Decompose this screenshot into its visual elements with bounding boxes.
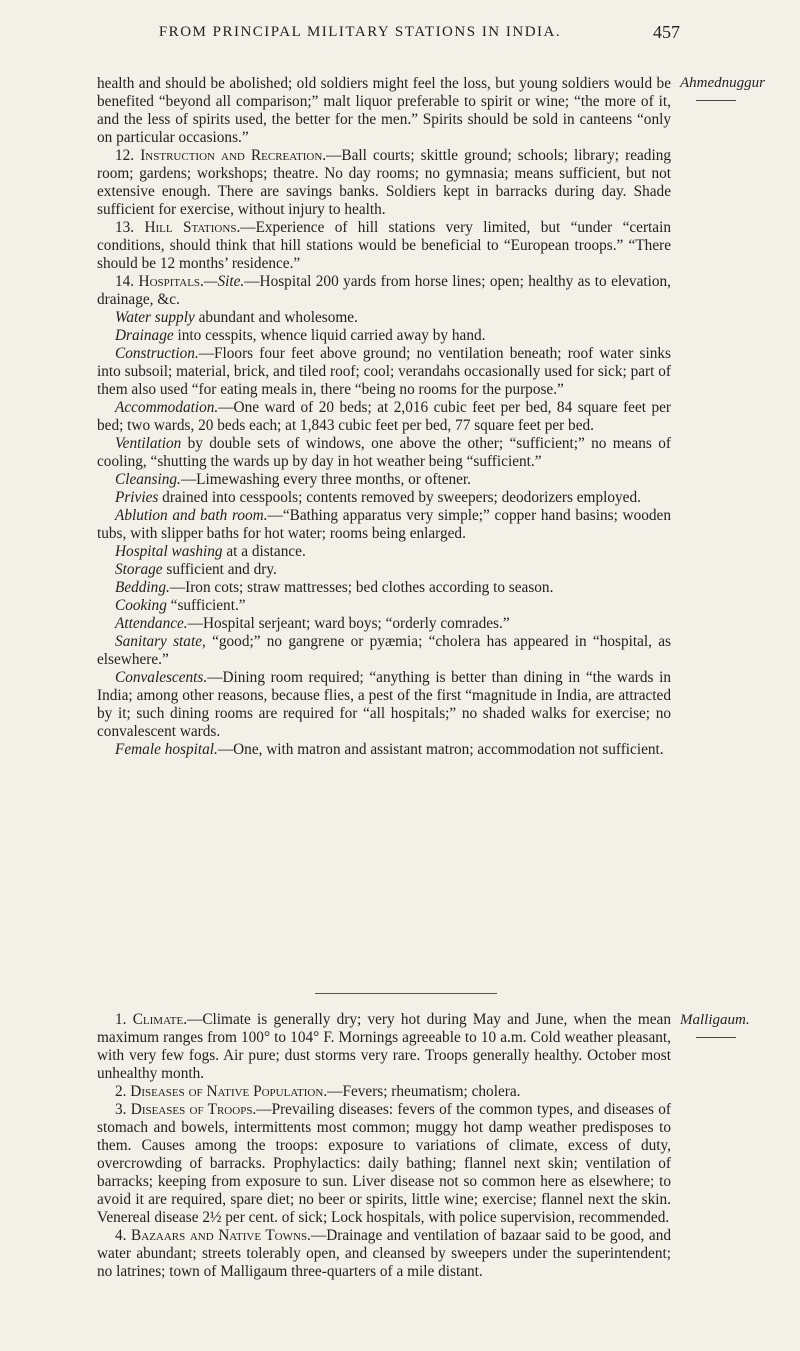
section-divider — [315, 993, 497, 994]
subheading-cleansing: Cleansing. — [115, 471, 181, 488]
heading-13: 13. Hill Stations. — [115, 219, 241, 236]
paragraph-ventilation — [97, 435, 671, 471]
heading-3: 3. Diseases of Troops. — [115, 1101, 257, 1118]
paragraph-storage — [97, 561, 671, 579]
margin-note-ahmednuggur-label: Ahmednuggur — [680, 75, 765, 91]
subheading-water: Water supply — [115, 309, 195, 326]
paragraph-14 — [97, 273, 671, 309]
text-14: —Hospital 200 yards from horse lines; open; healthy as to elevation, drainage, &c. — [97, 273, 671, 308]
text-2: —Fevers; rheumatism; cholera. — [327, 1083, 521, 1100]
text-cleansing: —Limewashing every three months, or oftener. — [180, 471, 472, 488]
heading-14: 14. Hospitals. — [115, 273, 204, 290]
text-privies: drained into cesspools; contents removed by sweepers; deodorizers employed. — [158, 489, 641, 506]
subheading-cooking: Cooking — [115, 597, 167, 614]
heading-12: 12. Instruction and Recreation. — [115, 147, 327, 164]
paragraph-cleansing — [97, 471, 671, 489]
subheading-female: Female hospital. — [115, 741, 218, 758]
text-accommodation: —One ward of 20 beds; at 2,016 cubic feet per bed, 84 square feet per bed; two wards, 20 beds each; at 1,843 cubic feet per bed, 77 square feet per bed. — [97, 399, 671, 434]
paragraph-privies — [97, 489, 671, 507]
text-12: —Ball courts; skittle ground; schools; library; reading room; gardens; workshops; theatre. No day rooms; no gymnasia; means sufficient, but not extensive enough. There are savings banks. Soldiers kept in barracks during day. Shade sufficient for exercise, without injury to health. — [97, 147, 671, 218]
paragraph-female — [97, 741, 671, 759]
margin-note-malligaum-label: Malligaum. — [680, 1012, 750, 1028]
paragraph-sanitary — [97, 633, 671, 669]
subheading-convalescents: Convalescents. — [115, 669, 208, 686]
subheading-drainage: Drainage — [115, 327, 174, 344]
paragraph-accommodation — [97, 399, 671, 435]
text-3: —Prevailing diseases: fevers of the common types, and diseases of stomach and bowels, intermittents most common; muggy hot damp weather predisposes to them. Causes among the troops: exposure to variations of climate, excess of duty, overcrowding of barracks. Prophylactics: daily bathing; flannel next skin; ventilation of barracks; keeping from exposure to sun. Liver disease not so common here as elsewhere; to avoid it are required, spare diet; no beer or spirits, little wine; exercise; flannel next the skin. Venereal disease 2½ per cent. of sick; Lock hospitals, with police supervision, recommended. — [97, 1101, 671, 1226]
heading-2: 2. Diseases of Native Population. — [115, 1083, 328, 1100]
margin-note-divider — [696, 1037, 736, 1038]
subheading-site: —Site. — [203, 273, 245, 290]
margin-note-malligaum — [680, 1012, 795, 1038]
section-ahmednuggur — [97, 75, 671, 759]
subheading-attendance: Attendance. — [115, 615, 188, 632]
paragraph-3 — [97, 1101, 671, 1227]
paragraph-intro: health and should be abolished; old soldiers might feel the loss, but young soldiers would be benefited “beyond all comparison;” malt liquor preferable to spirit or wine; “the more of it, and the less of spirits used, the better for the men.” Spirits should be sold in canteens “only on particular occasions.” — [97, 75, 671, 146]
paragraph-cooking — [97, 597, 671, 615]
heading-1: 1. Climate. — [115, 1011, 188, 1028]
paragraph-12 — [97, 147, 671, 219]
text-convalescents: —Dining room required; “anything is better than dining in “the wards in India; among other reasons, because flies, a pest of the first “magnitude in India, are attracted by it; such dining rooms are required for “all hospitals;” no shaded walks for exercise; no convalescent wards. — [97, 669, 671, 740]
text-drainage: into cesspits, whence liquid carried away by hand. — [173, 327, 486, 344]
margin-note-divider — [696, 100, 736, 101]
paragraph-water — [97, 309, 671, 327]
paragraph-ablution — [97, 507, 671, 543]
page-number: 457 — [653, 22, 680, 42]
margin-note-ahmednuggur — [680, 75, 795, 101]
paragraph-1 — [97, 1011, 671, 1083]
paragraph-attendance — [97, 615, 671, 633]
text-ventilation: by double sets of windows, one above the other; “sufficient;” no means of cooling, “shutting the wards up by day in hot weather being “sufficient.” — [97, 435, 671, 470]
text-4: —Drainage and ventilation of bazaar said to be good, and water abundant; streets tolerably open, and cleansed by sweepers under the superintendent; no latrines; town of Malligaum three-quarters of a mile distant. — [97, 1227, 672, 1280]
subheading-ventilation: Ventilation — [115, 435, 182, 452]
section-malligaum — [97, 1011, 671, 1281]
text-female: —One, with matron and assistant matron; accommodation not sufficient. — [217, 741, 664, 758]
text-13: —Experience of hill stations very limited, but “under “certain conditions, should think that hill stations would be beneficial to “European troops.” “There should be 12 months’ residence.” — [97, 219, 671, 272]
paragraph-convalescents — [97, 669, 671, 741]
text-storage: sufficient and dry. — [162, 561, 277, 578]
subheading-bedding: Bedding. — [115, 579, 170, 596]
paragraph-13 — [97, 219, 671, 273]
text-bedding: —Iron cots; straw mattresses; bed clothes according to season. — [169, 579, 554, 596]
text-water: abundant and wholesome. — [194, 309, 358, 326]
subheading-privies: Privies — [115, 489, 159, 506]
text-sanitary: “good;” no gangrene or pyæmia; “cholera has appeared in “hospital, as elsewhere.” — [97, 633, 671, 668]
paragraph-washing — [97, 543, 671, 561]
text-cooking: “sufficient.” — [166, 597, 246, 614]
subheading-washing: Hospital washing — [115, 543, 223, 560]
paragraph-construction — [97, 345, 671, 399]
subheading-construction: Construction. — [115, 345, 199, 362]
text-ablution: —“Bathing apparatus very simple;” copper hand basins; wooden tubs, with slipper baths for hot water; rooms being enlarged. — [97, 507, 671, 542]
text-washing: at a distance. — [222, 543, 306, 560]
subheading-storage: Storage — [115, 561, 163, 578]
paragraph-drainage — [97, 327, 671, 345]
running-head: FROM PRINCIPAL MILITARY STATIONS IN INDIA. — [158, 24, 562, 40]
paragraph-4 — [97, 1227, 671, 1281]
heading-4: 4. Bazaars and Native Towns. — [115, 1227, 311, 1244]
subheading-accommodation: Accommodation. — [115, 399, 219, 416]
text-construction: —Floors four feet above ground; no ventilation beneath; roof water sinks into subsoil; material, brick, and tiled roof; cool; verandahs occasionally used for sick; part of them also used “for eating meals in, there “being no rooms for the purpose.” — [97, 345, 671, 398]
text-attendance: —Hospital serjeant; ward boys; “orderly comrades.” — [187, 615, 510, 632]
paragraph-bedding — [97, 579, 671, 597]
subheading-sanitary: Sanitary state, — [115, 633, 206, 650]
paragraph-2 — [97, 1083, 671, 1101]
subheading-ablution: Ablution and bath room. — [115, 507, 268, 524]
text-1: —Climate is generally dry; very hot during May and June, when the mean maximum ranges from 100° to 104° F. Mornings agreeable to 10 a.m. Cold weather pleasant, with very few fogs. Air pure; dust storms very rare. Troops generally healthy. October most unhealthy month. — [97, 1011, 671, 1082]
